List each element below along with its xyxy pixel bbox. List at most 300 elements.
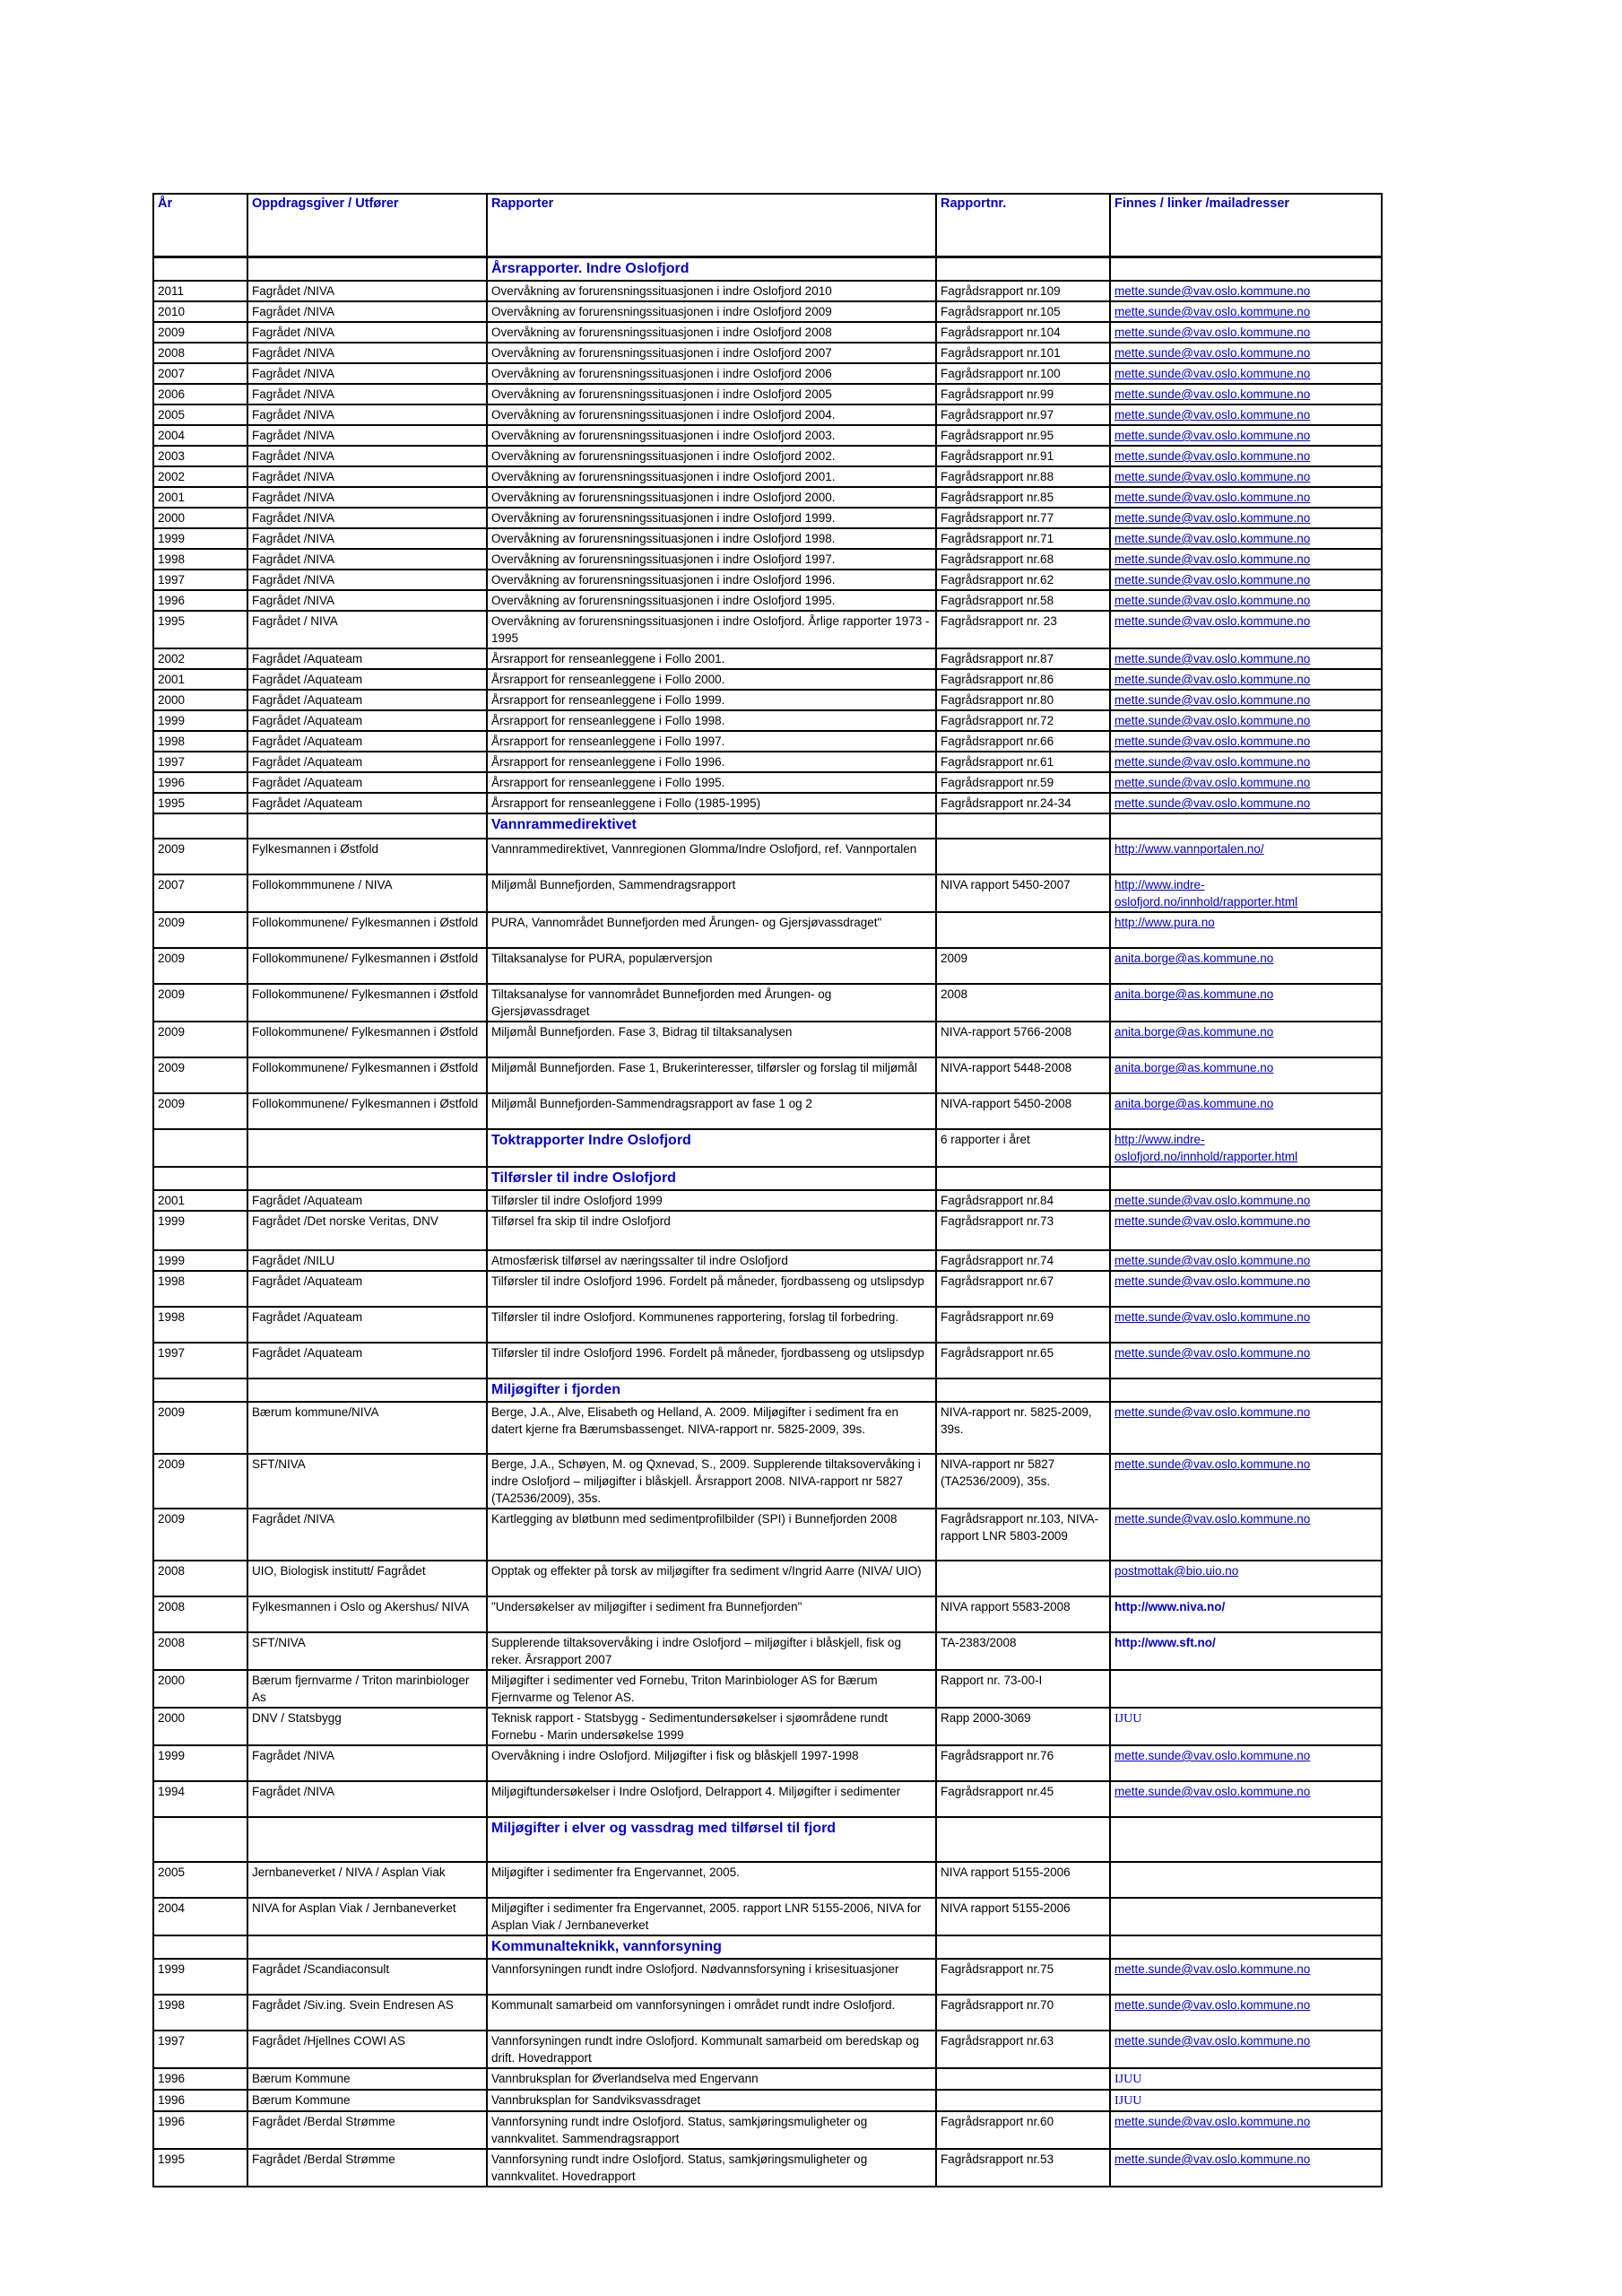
- section-row: [153, 257, 1382, 282]
- year-cell: [153, 257, 247, 282]
- report-cell: Kommunalt samarbeid om vannforsyningen i området rundt indre Oslofjord.: [487, 1995, 936, 2031]
- reportnr-cell: Fagrådsrapport nr.72: [936, 710, 1110, 731]
- report-cell: Miljømål Bunnefjorden. Fase 3, Bidrag til tiltaksanalysen: [487, 1022, 936, 1057]
- year-cell: 1994: [153, 1781, 247, 1817]
- reportnr-cell: Fagrådsrapport nr.74: [936, 1250, 1110, 1271]
- link-cell: [1110, 611, 1382, 648]
- email-link[interactable]: mette.sunde@vav.oslo.kommune.no: [1115, 1254, 1311, 1267]
- report-cell: Årsrapport for renseanleggene i Follo (1985-1995): [487, 793, 936, 813]
- org-cell: Fagrådet /Berdal Strømme: [247, 2111, 487, 2149]
- reports-tbody: [153, 257, 1382, 2187]
- org-cell: Fagrådet /NIVA: [247, 446, 487, 466]
- report-row: [153, 508, 1382, 528]
- reportnr-cell: 6 rapporter i året: [936, 1129, 1110, 1167]
- year-cell: 1999: [153, 1250, 247, 1271]
- org-cell: Jernbaneverket / NIVA / Asplan Viak: [247, 1862, 487, 1898]
- org-cell: Follokommunene/ Fylkesmannen i Østfold: [247, 984, 487, 1022]
- report-row: [153, 984, 1382, 1022]
- email-link[interactable]: mette.sunde@vav.oslo.kommune.no: [1115, 1214, 1311, 1228]
- year-cell: 1998: [153, 1995, 247, 2031]
- link-cell: [1110, 1708, 1382, 1745]
- link-cell: [1110, 343, 1382, 363]
- email-link[interactable]: anita.borge@as.kommune.no: [1115, 1097, 1274, 1110]
- org-cell: Fagrådet /Hjellnes COWI AS: [247, 2031, 487, 2068]
- report-row: [153, 363, 1382, 384]
- reportnr-cell: Fagrådsrapport nr.67: [936, 1271, 1110, 1307]
- url-link[interactable]: http://www.niva.no/: [1115, 1600, 1226, 1613]
- org-cell: Fagrådet /NIVA: [247, 363, 487, 384]
- org-cell: Fagrådet /NIVA: [247, 549, 487, 570]
- link-cell: [1110, 1250, 1382, 1271]
- report-cell: Tilførsler til indre Oslofjord 1996. Fordelt på måneder, fjordbasseng og utslipsdyp: [487, 1271, 936, 1307]
- report-cell: Årsrapport for renseanleggene i Follo 2001.: [487, 648, 936, 669]
- report-row: [153, 404, 1382, 425]
- reportnr-cell: Fagrådsrapport nr.66: [936, 731, 1110, 752]
- url-link[interactable]: http://www.pura.no: [1115, 916, 1215, 929]
- email-link[interactable]: mette.sunde@vav.oslo.kommune.no: [1115, 491, 1311, 504]
- reportnr-cell: Fagrådsrapport nr.65: [936, 1343, 1110, 1378]
- link-cell: [1110, 1190, 1382, 1211]
- link-cell: [1110, 839, 1382, 874]
- email-link[interactable]: mette.sunde@vav.oslo.kommune.no: [1115, 532, 1311, 545]
- year-cell: 1998: [153, 1271, 247, 1307]
- email-link[interactable]: mette.sunde@vav.oslo.kommune.no: [1115, 284, 1311, 298]
- reportnr-cell: Fagrådsrapport nr.53: [936, 2149, 1110, 2187]
- link-cell: [1110, 322, 1382, 343]
- report-row: [153, 1271, 1382, 1307]
- report-cell: Kartlegging av bløtbunn med sedimentprofilbilder (SPI) i Bunnefjorden 2008: [487, 1509, 936, 1561]
- email-link[interactable]: mette.sunde@vav.oslo.kommune.no: [1115, 449, 1311, 463]
- link-cell: [1110, 1596, 1382, 1632]
- header-row: [153, 194, 1382, 257]
- link-cell: [1110, 772, 1382, 793]
- link-cell: [1110, 549, 1382, 570]
- report-row: [153, 690, 1382, 710]
- year-cell: 2007: [153, 874, 247, 912]
- report-cell: Overvåkning av forurensningssituasjonen i indre Oslofjord 2004.: [487, 404, 936, 425]
- email-link[interactable]: mette.sunde@vav.oslo.kommune.no: [1115, 305, 1311, 318]
- report-cell: Årsrapport for renseanleggene i Follo 1995.: [487, 772, 936, 793]
- reportnr-cell: Fagrådsrapport nr.60: [936, 2111, 1110, 2149]
- col-header-reportnr-label: Rapportnr.: [941, 196, 1007, 211]
- report-row: [153, 1057, 1382, 1093]
- email-link[interactable]: mette.sunde@vav.oslo.kommune.no: [1115, 2152, 1311, 2166]
- email-link[interactable]: anita.borge@as.kommune.no: [1115, 1025, 1274, 1039]
- url-link[interactable]: http://www.sft.no/: [1115, 1636, 1216, 1649]
- org-cell: Fagrådet /NIVA: [247, 322, 487, 343]
- org-cell: [247, 1167, 487, 1190]
- email-link[interactable]: mette.sunde@vav.oslo.kommune.no: [1115, 1749, 1311, 1762]
- org-cell: Fagrådet /NIVA: [247, 487, 487, 508]
- link-cell: [1110, 1129, 1382, 1167]
- org-cell: Follokommunene/ Fylkesmannen i Østfold: [247, 1093, 487, 1129]
- email-link[interactable]: mette.sunde@vav.oslo.kommune.no: [1115, 1310, 1311, 1324]
- report-cell: Tilførsler til indre Oslofjord 1996. Fordelt på måneder, fjordbasseng og utslipsdyp: [487, 1343, 936, 1378]
- report-row: [153, 611, 1382, 648]
- email-link[interactable]: mette.sunde@vav.oslo.kommune.no: [1115, 1457, 1311, 1471]
- report-cell: Opptak og effekter på torsk av miljøgifter fra sediment v/Ingrid Aarre (NIVA/ UIO): [487, 1561, 936, 1596]
- report-row: [153, 384, 1382, 404]
- reportnr-cell: 2008: [936, 984, 1110, 1022]
- report-row: [153, 2111, 1382, 2149]
- year-cell: 2009: [153, 1057, 247, 1093]
- report-row: [153, 466, 1382, 487]
- email-link[interactable]: mette.sunde@vav.oslo.kommune.no: [1115, 693, 1311, 707]
- link-cell: [1110, 1959, 1382, 1995]
- org-cell: [247, 813, 487, 839]
- email-link[interactable]: anita.borge@as.kommune.no: [1115, 987, 1274, 1001]
- link-cell: [1110, 1167, 1382, 1190]
- report-row: [153, 1454, 1382, 1509]
- org-cell: Fagrådet /Aquateam: [247, 772, 487, 793]
- org-cell: [247, 257, 487, 282]
- year-cell: 1995: [153, 793, 247, 813]
- report-cell: Overvåkning av forurensningssituasjonen i indre Oslofjord. Årlige rapporter 1973 - 1995: [487, 611, 936, 648]
- year-cell: 2008: [153, 1596, 247, 1632]
- report-cell: Tilførsler til indre Oslofjord. Kommunenes rapportering, forslag til forbedring.: [487, 1307, 936, 1343]
- link-cell: [1110, 2031, 1382, 2068]
- email-link[interactable]: mette.sunde@vav.oslo.kommune.no: [1115, 776, 1311, 789]
- reportnr-cell: Fagrådsrapport nr.85: [936, 487, 1110, 508]
- col-header-org: [247, 194, 487, 257]
- report-cell: Miljøgifter i sedimenter fra Engervannet, 2005.: [487, 1862, 936, 1898]
- link-cell: [1110, 281, 1382, 301]
- report-row: [153, 731, 1382, 752]
- report-row: [153, 793, 1382, 813]
- org-cell: Fagrådet /NIVA: [247, 1745, 487, 1781]
- section-title: Toktrapporter Indre Oslofjord: [487, 1129, 936, 1167]
- report-cell: Årsrapport for renseanleggene i Follo 1997.: [487, 731, 936, 752]
- report-row: [153, 1708, 1382, 1745]
- year-cell: 1995: [153, 2149, 247, 2187]
- year-cell: 2009: [153, 1093, 247, 1129]
- org-cell: Fagrådet /Aquateam: [247, 731, 487, 752]
- section-title: Årsrapporter. Indre Oslofjord: [487, 257, 936, 282]
- reportnr-cell: NIVA rapport 5155-2006: [936, 1862, 1110, 1898]
- url-link[interactable]: http://www.indre-oslofjord.no/innhold/rapporter.html: [1115, 1133, 1298, 1163]
- org-cell: Fylkesmannen i Østfold: [247, 839, 487, 874]
- report-cell: Årsrapport for renseanleggene i Follo 1998.: [487, 710, 936, 731]
- report-cell: Miljøgifter i sedimenter fra Engervannet, 2005. rapport LNR 5155-2006, NIVA for Asplan Viak / Jernbaneverket: [487, 1898, 936, 1935]
- report-row: [153, 446, 1382, 466]
- year-cell: 1999: [153, 710, 247, 731]
- link-cell: [1110, 404, 1382, 425]
- report-cell: Overvåkning av forurensningssituasjonen i indre Oslofjord 2001.: [487, 466, 936, 487]
- reportnr-cell: Fagrådsrapport nr.103, NIVA-rapport LNR 5803-2009: [936, 1509, 1110, 1561]
- reportnr-cell: NIVA-rapport 5448-2008: [936, 1057, 1110, 1093]
- reportnr-cell: Fagrådsrapport nr.97: [936, 404, 1110, 425]
- email-link[interactable]: mette.sunde@vav.oslo.kommune.no: [1115, 429, 1311, 442]
- report-row: [153, 669, 1382, 690]
- reportnr-cell: Fagrådsrapport nr.59: [936, 772, 1110, 793]
- reportnr-cell: [936, 839, 1110, 874]
- link-cell: [1110, 466, 1382, 487]
- year-cell: 2009: [153, 322, 247, 343]
- org-cell: Fagrådet /Aquateam: [247, 1271, 487, 1307]
- report-row: [153, 1632, 1382, 1670]
- report-row: [153, 1307, 1382, 1343]
- email-link[interactable]: mette.sunde@vav.oslo.kommune.no: [1115, 796, 1311, 810]
- year-cell: 1998: [153, 549, 247, 570]
- report-cell: Overvåkning av forurensningssituasjonen i indre Oslofjord 2007: [487, 343, 936, 363]
- report-row: [153, 1745, 1382, 1781]
- link-cell: [1110, 1781, 1382, 1817]
- link-cell: [1110, 1632, 1382, 1670]
- report-row: [153, 301, 1382, 322]
- section-row: [153, 813, 1382, 839]
- report-row: [153, 1596, 1382, 1632]
- link-cell: [1110, 1995, 1382, 2031]
- reportnr-cell: NIVA-rapport 5450-2008: [936, 1093, 1110, 1129]
- year-cell: 1996: [153, 2090, 247, 2111]
- reportnr-cell: Rapport nr. 73-00-I: [936, 1670, 1110, 1708]
- link-cell: [1110, 752, 1382, 772]
- org-cell: Bærum kommune/NIVA: [247, 1402, 487, 1454]
- reportnr-cell: Fagrådsrapport nr.71: [936, 528, 1110, 549]
- email-link[interactable]: mette.sunde@vav.oslo.kommune.no: [1115, 1274, 1311, 1288]
- report-cell: Overvåkning av forurensningssituasjonen i indre Oslofjord 2006: [487, 363, 936, 384]
- year-cell: 2001: [153, 487, 247, 508]
- report-cell: Tilførsler til indre Oslofjord 1999: [487, 1190, 936, 1211]
- report-row: [153, 322, 1382, 343]
- section-title: Kommunalteknikk, vannforsyning: [487, 1935, 936, 1959]
- year-cell: 2005: [153, 1862, 247, 1898]
- link-cell: [1110, 1509, 1382, 1561]
- report-row: [153, 528, 1382, 549]
- report-row: [153, 570, 1382, 590]
- link-cell: [1110, 508, 1382, 528]
- org-cell: [247, 1935, 487, 1959]
- year-cell: 2008: [153, 1632, 247, 1670]
- report-row: [153, 2031, 1382, 2068]
- email-link[interactable]: mette.sunde@vav.oslo.kommune.no: [1115, 1194, 1311, 1207]
- email-link[interactable]: mette.sunde@vav.oslo.kommune.no: [1115, 346, 1311, 360]
- link-cell: [1110, 1211, 1382, 1250]
- year-cell: 1996: [153, 2111, 247, 2149]
- org-cell: [247, 1817, 487, 1862]
- org-cell: Fagrådet /NIVA: [247, 508, 487, 528]
- link-cell: [1110, 690, 1382, 710]
- email-link[interactable]: mette.sunde@vav.oslo.kommune.no: [1115, 652, 1311, 665]
- org-cell: Fagrådet /Aquateam: [247, 1307, 487, 1343]
- link-cell: [1110, 1093, 1382, 1129]
- report-cell: Overvåkning av forurensningssituasjonen i indre Oslofjord 1995.: [487, 590, 936, 611]
- reportnr-cell: NIVA-rapport nr. 5825-2009, 39s.: [936, 1402, 1110, 1454]
- report-cell: Vannforsyning rundt indre Oslofjord. Status, samkjøringsmuligheter og vannkvalitet. Sammendragsrapport: [487, 2111, 936, 2149]
- year-cell: 1997: [153, 2031, 247, 2068]
- year-cell: 2000: [153, 508, 247, 528]
- email-link[interactable]: anita.borge@as.kommune.no: [1115, 952, 1274, 965]
- link-cell: [1110, 874, 1382, 912]
- col-header-org-label: Oppdragsgiver / Utfører: [252, 196, 399, 211]
- report-cell: Tilførsel fra skip til indre Oslofjord: [487, 1211, 936, 1250]
- email-link[interactable]: mette.sunde@vav.oslo.kommune.no: [1115, 552, 1311, 566]
- reportnr-cell: NIVA-rapport nr 5827 (TA2536/2009), 35s.: [936, 1454, 1110, 1509]
- report-row: [153, 772, 1382, 793]
- reportnr-cell: Fagrådsrapport nr.77: [936, 508, 1110, 528]
- year-cell: 2001: [153, 1190, 247, 1211]
- year-cell: 2009: [153, 1022, 247, 1057]
- year-cell: 1998: [153, 1307, 247, 1343]
- col-header-year: [153, 194, 247, 257]
- email-link[interactable]: mette.sunde@vav.oslo.kommune.no: [1115, 470, 1311, 483]
- year-cell: 2002: [153, 466, 247, 487]
- report-row: [153, 1250, 1382, 1271]
- org-cell: Fagrådet /NIVA: [247, 590, 487, 611]
- link-cell: [1110, 570, 1382, 590]
- reportnr-cell: [936, 1378, 1110, 1402]
- section-title: Tilførsler til indre Oslofjord: [487, 1167, 936, 1190]
- report-cell: PURA, Vannområdet Bunnefjorden med Årungen- og Gjersjøvassdraget": [487, 912, 936, 948]
- org-cell: UIO, Biologisk institutt/ Fagrådet: [247, 1561, 487, 1596]
- report-cell: Overvåkning av forurensningssituasjonen i indre Oslofjord 2010: [487, 281, 936, 301]
- report-row: [153, 1781, 1382, 1817]
- year-cell: 1998: [153, 731, 247, 752]
- reportnr-cell: Fagrådsrapport nr.76: [936, 1745, 1110, 1781]
- email-link[interactable]: mette.sunde@vav.oslo.kommune.no: [1115, 1962, 1311, 1976]
- report-cell: Årsrapport for renseanleggene i Follo 1999.: [487, 690, 936, 710]
- email-link[interactable]: mette.sunde@vav.oslo.kommune.no: [1115, 367, 1311, 380]
- year-cell: 2003: [153, 446, 247, 466]
- org-cell: Follokommunene/ Fylkesmannen i Østfold: [247, 912, 487, 948]
- org-cell: Fagrådet /Aquateam: [247, 669, 487, 690]
- reportnr-cell: Fagrådsrapport nr.24-34: [936, 793, 1110, 813]
- email-link[interactable]: mette.sunde@vav.oslo.kommune.no: [1115, 408, 1311, 422]
- report-cell: Overvåkning av forurensningssituasjonen i indre Oslofjord 2003.: [487, 425, 936, 446]
- email-link[interactable]: mette.sunde@vav.oslo.kommune.no: [1115, 614, 1311, 628]
- year-cell: 1995: [153, 611, 247, 648]
- email-link[interactable]: mette.sunde@vav.oslo.kommune.no: [1115, 1998, 1311, 2012]
- section-row: [153, 1167, 1382, 1190]
- year-cell: 2009: [153, 1402, 247, 1454]
- email-link[interactable]: mette.sunde@vav.oslo.kommune.no: [1115, 2034, 1311, 2048]
- col-header-links: [1110, 194, 1382, 257]
- org-cell: Fagrådet /NILU: [247, 1250, 487, 1271]
- reportnr-cell: Fagrådsrapport nr.62: [936, 570, 1110, 590]
- org-cell: Fagrådet /Aquateam: [247, 752, 487, 772]
- link-cell: [1110, 1862, 1382, 1898]
- report-row: [153, 2090, 1382, 2111]
- year-cell: 1999: [153, 1959, 247, 1995]
- year-cell: [153, 1167, 247, 1190]
- link-cell: [1110, 731, 1382, 752]
- year-cell: 2009: [153, 1509, 247, 1561]
- org-cell: Fagrådet /Berdal Strømme: [247, 2149, 487, 2187]
- report-cell: Supplerende tiltaksovervåking i indre Oslofjord – miljøgifter i blåskjell, fisk og reker. Årsrapport 2007: [487, 1632, 936, 1670]
- link-text: IJUU: [1115, 1712, 1142, 1726]
- link-cell: [1110, 363, 1382, 384]
- org-cell: Bærum fjernvarme / Triton marinbiologer As: [247, 1670, 487, 1708]
- report-cell: Årsrapport for renseanleggene i Follo 2000.: [487, 669, 936, 690]
- report-row: [153, 343, 1382, 363]
- email-link[interactable]: mette.sunde@vav.oslo.kommune.no: [1115, 755, 1311, 769]
- link-cell: [1110, 257, 1382, 282]
- report-row: [153, 710, 1382, 731]
- email-link[interactable]: mette.sunde@vav.oslo.kommune.no: [1115, 511, 1311, 525]
- link-cell: [1110, 1402, 1382, 1454]
- org-cell: Fagrådet /NIVA: [247, 425, 487, 446]
- email-link[interactable]: mette.sunde@vav.oslo.kommune.no: [1115, 1405, 1311, 1419]
- reportnr-cell: Fagrådsrapport nr.88: [936, 466, 1110, 487]
- reportnr-cell: [936, 1817, 1110, 1862]
- email-link[interactable]: mette.sunde@vav.oslo.kommune.no: [1115, 1512, 1311, 1526]
- org-cell: Fagrådet /Aquateam: [247, 793, 487, 813]
- report-cell: Vannrammedirektivet, Vannregionen Glomma/Indre Oslofjord, ref. Vannportalen: [487, 839, 936, 874]
- reportnr-cell: Fagrådsrapport nr.84: [936, 1190, 1110, 1211]
- link-cell: [1110, 487, 1382, 508]
- report-cell: Overvåkning av forurensningssituasjonen i indre Oslofjord 1997.: [487, 549, 936, 570]
- email-link[interactable]: mette.sunde@vav.oslo.kommune.no: [1115, 714, 1311, 727]
- reportnr-cell: Fagrådsrapport nr.73: [936, 1211, 1110, 1250]
- org-cell: Fagrådet /NIVA: [247, 528, 487, 549]
- reportnr-cell: Fagrådsrapport nr.104: [936, 322, 1110, 343]
- report-row: [153, 1402, 1382, 1454]
- report-cell: Vannforsyningen rundt indre Oslofjord. Nødvannsforsyning i krisesituasjoner: [487, 1959, 936, 1995]
- year-cell: 2006: [153, 384, 247, 404]
- email-link[interactable]: mette.sunde@vav.oslo.kommune.no: [1115, 1346, 1311, 1360]
- reportnr-cell: NIVA-rapport 5766-2008: [936, 1022, 1110, 1057]
- org-cell: Fagrådet /NIVA: [247, 384, 487, 404]
- org-cell: Fagrådet /NIVA: [247, 1781, 487, 1817]
- year-cell: 2002: [153, 648, 247, 669]
- org-cell: Follokommunene/ Fylkesmannen i Østfold: [247, 948, 487, 984]
- reportnr-cell: Fagrådsrapport nr.69: [936, 1307, 1110, 1343]
- link-cell: [1110, 669, 1382, 690]
- report-row: [153, 948, 1382, 984]
- reportnr-cell: Fagrådsrapport nr.61: [936, 752, 1110, 772]
- email-link[interactable]: mette.sunde@vav.oslo.kommune.no: [1115, 387, 1311, 401]
- org-cell: Fylkesmannen i Oslo og Akershus/ NIVA: [247, 1596, 487, 1632]
- email-link[interactable]: mette.sunde@vav.oslo.kommune.no: [1115, 573, 1311, 587]
- report-row: [153, 874, 1382, 912]
- org-cell: Fagrådet /NIVA: [247, 343, 487, 363]
- org-cell: Fagrådet /Aquateam: [247, 1190, 487, 1211]
- org-cell: SFT/NIVA: [247, 1454, 487, 1509]
- email-link[interactable]: mette.sunde@vav.oslo.kommune.no: [1115, 594, 1311, 607]
- org-cell: Fagrådet /Scandiaconsult: [247, 1959, 487, 1995]
- year-cell: 2010: [153, 301, 247, 322]
- url-link[interactable]: http://www.vannportalen.no/: [1115, 842, 1264, 856]
- link-cell: [1110, 793, 1382, 813]
- report-cell: Miljøgiftundersøkelser i Indre Oslofjord, Delrapport 4. Miljøgifter i sedimenter: [487, 1781, 936, 1817]
- url-link[interactable]: http://www.indre-oslofjord.no/innhold/rapporter.html: [1115, 878, 1298, 909]
- link-cell: [1110, 446, 1382, 466]
- org-cell: Fagrådet /NIVA: [247, 1509, 487, 1561]
- col-header-reportnr: [936, 194, 1110, 257]
- email-link[interactable]: postmottak@bio.uio.no: [1115, 1564, 1239, 1578]
- report-row: [153, 1995, 1382, 2031]
- email-link[interactable]: mette.sunde@vav.oslo.kommune.no: [1115, 673, 1311, 686]
- section-row: [153, 1817, 1382, 1862]
- org-cell: [247, 1129, 487, 1167]
- reportnr-cell: [936, 1167, 1110, 1190]
- email-link[interactable]: anita.borge@as.kommune.no: [1115, 1061, 1274, 1074]
- email-link[interactable]: mette.sunde@vav.oslo.kommune.no: [1115, 2115, 1311, 2128]
- email-link[interactable]: mette.sunde@vav.oslo.kommune.no: [1115, 735, 1311, 748]
- report-row: [153, 1898, 1382, 1935]
- report-cell: Atmosfærisk tilførsel av næringssalter til indre Oslofjord: [487, 1250, 936, 1271]
- section-row: [153, 1129, 1382, 1167]
- email-link[interactable]: mette.sunde@vav.oslo.kommune.no: [1115, 326, 1311, 339]
- report-row: [153, 1343, 1382, 1378]
- org-cell: Fagrådet /Aquateam: [247, 648, 487, 669]
- report-cell: Tiltaksanalyse for PURA, populærversjon: [487, 948, 936, 984]
- reportnr-cell: Rapp 2000-3069: [936, 1708, 1110, 1745]
- year-cell: 2001: [153, 669, 247, 690]
- report-cell: Overvåkning av forurensningssituasjonen i indre Oslofjord 2009: [487, 301, 936, 322]
- email-link[interactable]: mette.sunde@vav.oslo.kommune.no: [1115, 1785, 1311, 1798]
- reportnr-cell: Fagrådsrapport nr.95: [936, 425, 1110, 446]
